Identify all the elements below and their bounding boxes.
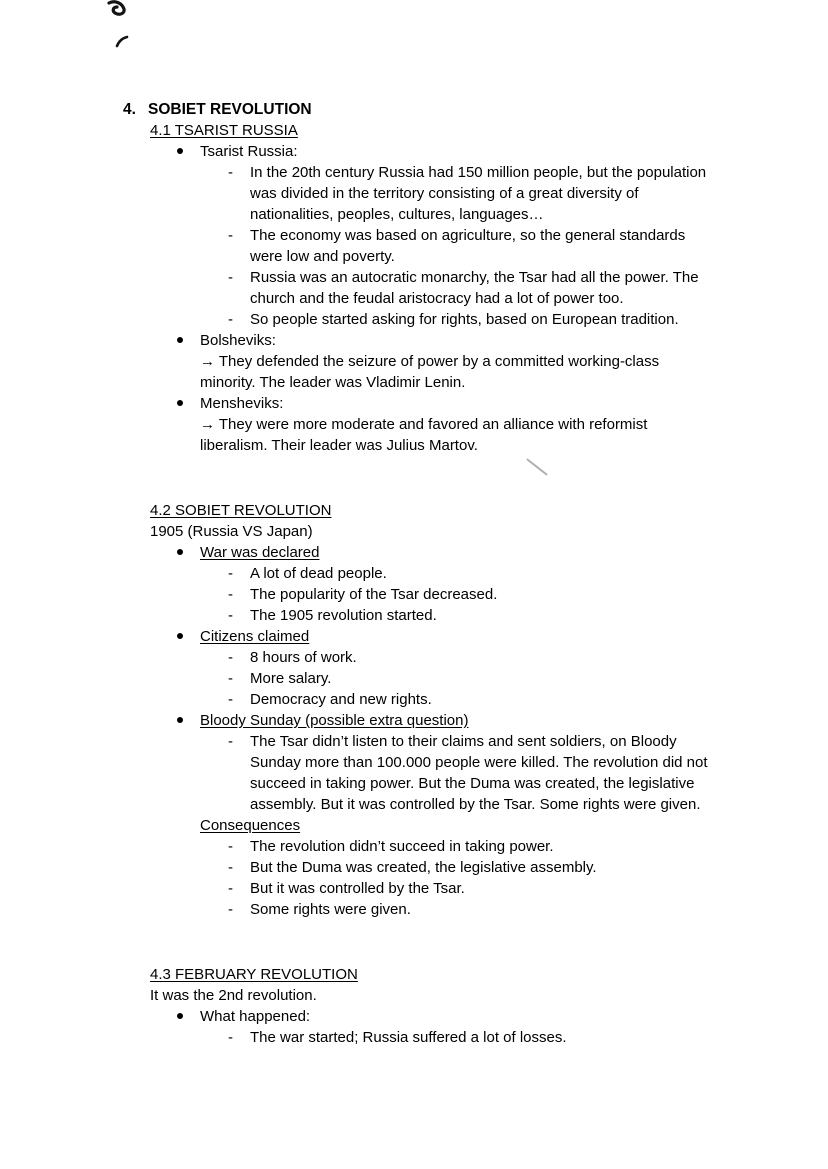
dash-icon: -	[228, 691, 233, 708]
dash-icon: -	[228, 227, 233, 244]
dash-item	[228, 878, 708, 899]
text-run: A lot of dead people.	[250, 565, 387, 582]
document-body	[123, 120, 708, 1048]
dash-item	[228, 563, 708, 584]
text-run: The 1905 revolution started.	[250, 607, 437, 624]
bullet-item	[177, 542, 708, 563]
text-run: Bloody Sunday (possible extra question)	[200, 712, 469, 729]
text-run: It was the 2nd revolution.	[150, 987, 317, 1004]
dash-icon: -	[228, 565, 233, 582]
pen-mark-icon	[114, 34, 130, 50]
bullet-icon	[177, 633, 183, 639]
dash-item	[228, 836, 708, 857]
dash-item	[228, 309, 708, 330]
dash-item	[228, 689, 708, 710]
text-run: But it was controlled by the Tsar.	[250, 880, 465, 897]
text-run: Russia was an autocratic monarchy, the Tsar had all the power. The church and the feudal aristocracy had a lot of power too.	[250, 269, 699, 307]
text-run: The popularity of the Tsar decreased.	[250, 586, 498, 603]
bullet-icon	[177, 148, 183, 154]
text-run: War was declared	[200, 544, 320, 561]
text-run: In the 20th century Russia had 150 million people, but the population was divided in the territory consisting of a great diversity of nationalities, peoples, cultures, languages…	[250, 164, 707, 223]
bullet-item	[177, 1006, 708, 1027]
bullet-continuation	[200, 351, 708, 393]
paragraph-spacer	[123, 456, 708, 500]
text-run: The economy was based on agriculture, so the general standards were low and poverty.	[250, 227, 686, 265]
text-run: Mensheviks:	[200, 395, 284, 412]
text-run: What happened:	[200, 1008, 311, 1025]
dash-item	[228, 162, 708, 225]
section-heading	[150, 120, 708, 141]
paragraph-spacer	[123, 920, 708, 964]
section-heading	[150, 500, 708, 521]
dash-icon: -	[228, 670, 233, 687]
document-content	[123, 99, 708, 1048]
bullet-icon	[177, 337, 183, 343]
dash-item	[228, 1027, 708, 1048]
text-run: → They were more moderate and favored an alliance with reformist liberalism. Their leader was Julius Martov.	[200, 416, 648, 454]
dash-icon: -	[228, 901, 233, 918]
dash-icon: -	[228, 269, 233, 286]
dash-item	[228, 857, 708, 878]
paragraph	[150, 985, 708, 1006]
dash-icon: -	[228, 649, 233, 666]
text-run: Democracy and new rights.	[250, 691, 432, 708]
bullet-icon	[177, 717, 183, 723]
document-title	[123, 99, 708, 120]
bullet-item	[177, 330, 708, 351]
bullet-icon	[177, 1013, 183, 1019]
text-run: Citizens claimed	[200, 628, 310, 645]
bullet-item	[177, 393, 708, 414]
dash-icon: -	[228, 1029, 233, 1046]
bullet-continuation	[200, 414, 708, 456]
dash-item	[228, 668, 708, 689]
text-run: Some rights were given.	[250, 901, 411, 918]
dash-icon: -	[228, 164, 233, 181]
dash-icon: -	[228, 859, 233, 876]
dash-item	[228, 731, 708, 815]
pen-mark-icon	[106, 0, 130, 20]
text-run: → They defended the seizure of power by a committed working-class minority. The leader was Vladimir Lenin.	[200, 353, 660, 391]
paragraph	[150, 521, 708, 542]
bullet-item	[177, 141, 708, 162]
dash-icon: -	[228, 838, 233, 855]
dash-item	[228, 605, 708, 626]
text-run: 1905 (Russia VS Japan)	[150, 523, 313, 540]
dash-item	[228, 647, 708, 668]
title-text: SOBIET REVOLUTION	[148, 101, 312, 118]
text-run: 8 hours of work.	[250, 649, 357, 666]
dash-item	[228, 267, 708, 309]
text-run: Consequences	[200, 817, 301, 834]
text-run: 4.1 TSARIST RUSSIA	[150, 122, 298, 139]
text-run: Bolsheviks:	[200, 332, 276, 349]
bullet-item	[177, 710, 708, 731]
text-run: Tsarist Russia:	[200, 143, 298, 160]
bullet-item	[177, 626, 708, 647]
text-run: The Tsar didn’t listen to their claims and sent soldiers, on Bloody Sunday more than 100.000 people were killed. The revolution did not succeed in taking power. But the Duma was created, the legislative assembly. But it was controlled by the Tsar. Some rights were given.	[250, 733, 708, 813]
bullet-icon	[177, 549, 183, 555]
dash-item	[228, 225, 708, 267]
text-run: The war started; Russia suffered a lot of losses.	[250, 1029, 567, 1046]
dash-icon: -	[228, 880, 233, 897]
text-run: The revolution didn’t succeed in taking power.	[250, 838, 554, 855]
bullet-icon	[177, 400, 183, 406]
text-run: But the Duma was created, the legislative assembly.	[250, 859, 597, 876]
section-heading	[150, 964, 708, 985]
text-run: More salary.	[250, 670, 332, 687]
text-run: 4.3 FEBRUARY REVOLUTION	[150, 966, 358, 983]
dash-item	[228, 899, 708, 920]
text-run: So people started asking for rights, based on European tradition.	[250, 311, 679, 328]
dash-icon: -	[228, 607, 233, 624]
dash-item	[228, 584, 708, 605]
dash-icon: -	[228, 586, 233, 603]
dash-icon: -	[228, 311, 233, 328]
dash-icon: -	[228, 733, 233, 750]
title-number: 4.	[123, 101, 136, 118]
text-run: 4.2 SOBIET REVOLUTION	[150, 502, 332, 519]
sub-heading	[200, 815, 708, 836]
